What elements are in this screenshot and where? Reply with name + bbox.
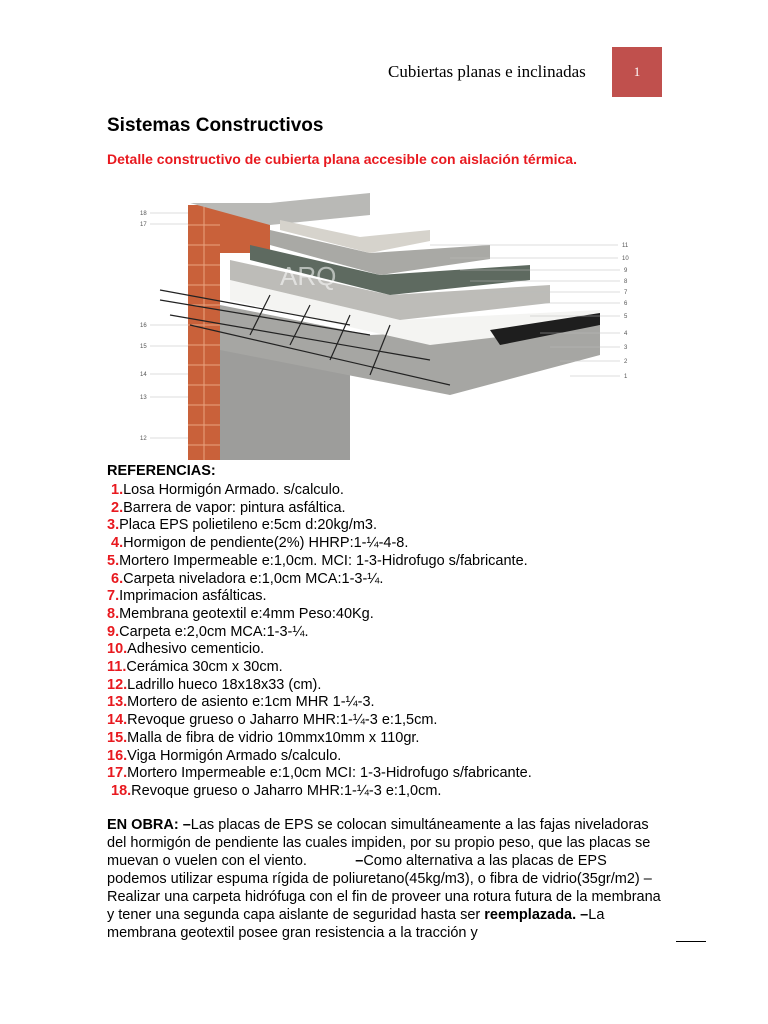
- en-obra-label: EN OBRA: [107, 817, 174, 833]
- list-item: [107, 535, 532, 553]
- list-item: [107, 677, 532, 695]
- construction-detail-figure: [130, 185, 635, 465]
- label-17: 17: [140, 222, 147, 228]
- list-item: [107, 624, 532, 642]
- label-16: 16: [140, 323, 147, 329]
- label-12: 12: [140, 436, 147, 442]
- label-10: 10: [622, 256, 629, 262]
- ref-text: Mortero de asiento e:1cm MHR 1-¼-3.: [127, 694, 375, 711]
- label-15: 15: [140, 344, 147, 350]
- en-obra-text-1: Las placas de EPS se colocan simultáneamente a las fajas niveladoras del hormigón de pendiente las cuales impiden, por su propio peso, que las placas se muevan o vuelen con el viento.: [107, 817, 651, 869]
- ref-number: 13.: [107, 694, 128, 711]
- list-item: [107, 588, 532, 606]
- label-8: 8: [624, 279, 628, 285]
- label-2: 2: [624, 359, 628, 365]
- list-item: [107, 571, 532, 589]
- ref-number: 14.: [107, 712, 128, 729]
- label-7: 7: [624, 290, 628, 296]
- ref-number: 18.: [111, 782, 132, 799]
- ref-text: Carpeta e:2,0cm MCA:1-3-¼.: [119, 623, 309, 640]
- label-13: 13: [140, 395, 147, 401]
- label-3: 3: [624, 345, 628, 351]
- en-obra-dash-3: . –: [572, 907, 589, 923]
- ref-number: 7.: [107, 588, 120, 605]
- en-obra-text-2: Como alternativa a las placas de EPS podemos utilizar espuma rígida de poliuretano(45kg/m3), o fibra de vidrio(35gr/m2) –Realizar una carpeta hidrófuga con el fin de proveer una rotura futura de la membrana y tener una segunda capa aislante de seguridad hasta ser: [107, 853, 661, 923]
- page-number-badge: 1: [612, 47, 662, 97]
- en-obra-paragraph: [107, 816, 667, 942]
- ref-text: Mortero Impermeable e:1,0cm MCI: 1-3-Hidrofugo s/fabricante.: [127, 765, 532, 782]
- list-item: [107, 659, 532, 677]
- ref-text: Hormigon de pendiente(2%) HHRP:1-¼-4-8.: [123, 535, 409, 552]
- ref-text: Barrera de vapor: pintura asfáltica.: [123, 499, 346, 516]
- figure-subtitle: Detalle constructivo de cubierta plana accesible con aislación térmica.: [107, 151, 577, 167]
- list-item: [107, 765, 532, 783]
- figure-left-labels: [140, 211, 147, 442]
- ref-text: Ladrillo hueco 18x18x33 (cm).: [127, 676, 322, 693]
- ref-text: Mortero Impermeable e:1,0cm. MCI: 1-3-Hidrofugo s/fabricante.: [119, 552, 528, 569]
- references-title: REFERENCIAS:: [107, 463, 216, 479]
- ref-number: 1.: [111, 482, 124, 498]
- ref-text: Revoque grueso o Jaharro MHR:1-¼-3 e:1,5cm.: [127, 712, 438, 729]
- ref-number: 2.: [111, 499, 124, 516]
- ref-text: Revoque grueso o Jaharro MHR:1-¼-3 e:1,0cm.: [131, 782, 442, 799]
- footnote-separator: [676, 941, 706, 942]
- ref-number: 3.: [107, 517, 120, 534]
- ref-number: 9.: [107, 623, 120, 640]
- ref-number: 6.: [111, 570, 124, 587]
- en-obra-dash-2: –: [355, 853, 364, 869]
- ref-text: Carpeta niveladora e:1,0cm MCA:1-3-¼.: [123, 570, 384, 587]
- en-obra-text-3: reemplazada: [484, 907, 573, 923]
- list-item: [107, 517, 532, 535]
- list-item: [107, 553, 532, 571]
- ref-text: Membrana geotextil e:4mm Peso:40Kg.: [119, 605, 374, 622]
- ref-number: 15.: [107, 729, 128, 746]
- ref-text: Losa Hormigón Armado. s/calculo.: [123, 482, 344, 498]
- ref-text: Placa EPS polietileno e:5cm d:20kg/m3.: [119, 517, 378, 534]
- list-item: [107, 694, 532, 712]
- list-item: [107, 482, 532, 500]
- list-item: [107, 606, 532, 624]
- ref-number: 4.: [111, 535, 124, 552]
- ref-number: 10.: [107, 641, 128, 658]
- ref-text: Adhesivo cementicio.: [127, 641, 265, 658]
- section-title: Sistemas Constructivos: [107, 115, 324, 136]
- list-item: [107, 641, 532, 659]
- label-18: 18: [140, 211, 147, 217]
- label-4: 4: [624, 331, 628, 337]
- ref-number: 8.: [107, 605, 120, 622]
- list-item: [107, 783, 532, 801]
- label-9: 9: [624, 268, 628, 274]
- ref-number: 12.: [107, 676, 128, 693]
- en-obra-text-4: La membrana geotextil posee gran resistencia a la tracción y: [107, 907, 605, 941]
- label-1: 1: [624, 374, 628, 380]
- ref-text: Imprimacion asfálticas.: [119, 588, 267, 605]
- ref-text: Viga Hormigón Armado s/calculo.: [127, 747, 342, 764]
- figure-right-labels: [622, 243, 629, 380]
- ref-number: 16.: [107, 747, 128, 764]
- label-6: 6: [624, 301, 628, 307]
- list-item: [107, 730, 532, 748]
- label-5: 5: [624, 314, 628, 320]
- list-item: [107, 748, 532, 766]
- ref-text: Cerámica 30cm x 30cm.: [126, 659, 283, 676]
- list-item: [107, 500, 532, 518]
- ref-number: 17.: [107, 765, 128, 782]
- figure-watermark: ARQ: [280, 261, 337, 291]
- label-14: 14: [140, 372, 147, 378]
- list-item: [107, 712, 532, 730]
- label-11: 11: [622, 243, 629, 249]
- ref-number: 5.: [107, 552, 120, 569]
- page-header-title: Cubiertas planas e inclinadas: [388, 62, 586, 81]
- ref-number: 11.: [107, 659, 127, 676]
- ref-text: Malla de fibra de vidrio 10mmx10mm x 110gr.: [127, 729, 420, 746]
- references-list: [107, 482, 532, 801]
- en-obra-dash: : –: [173, 817, 191, 833]
